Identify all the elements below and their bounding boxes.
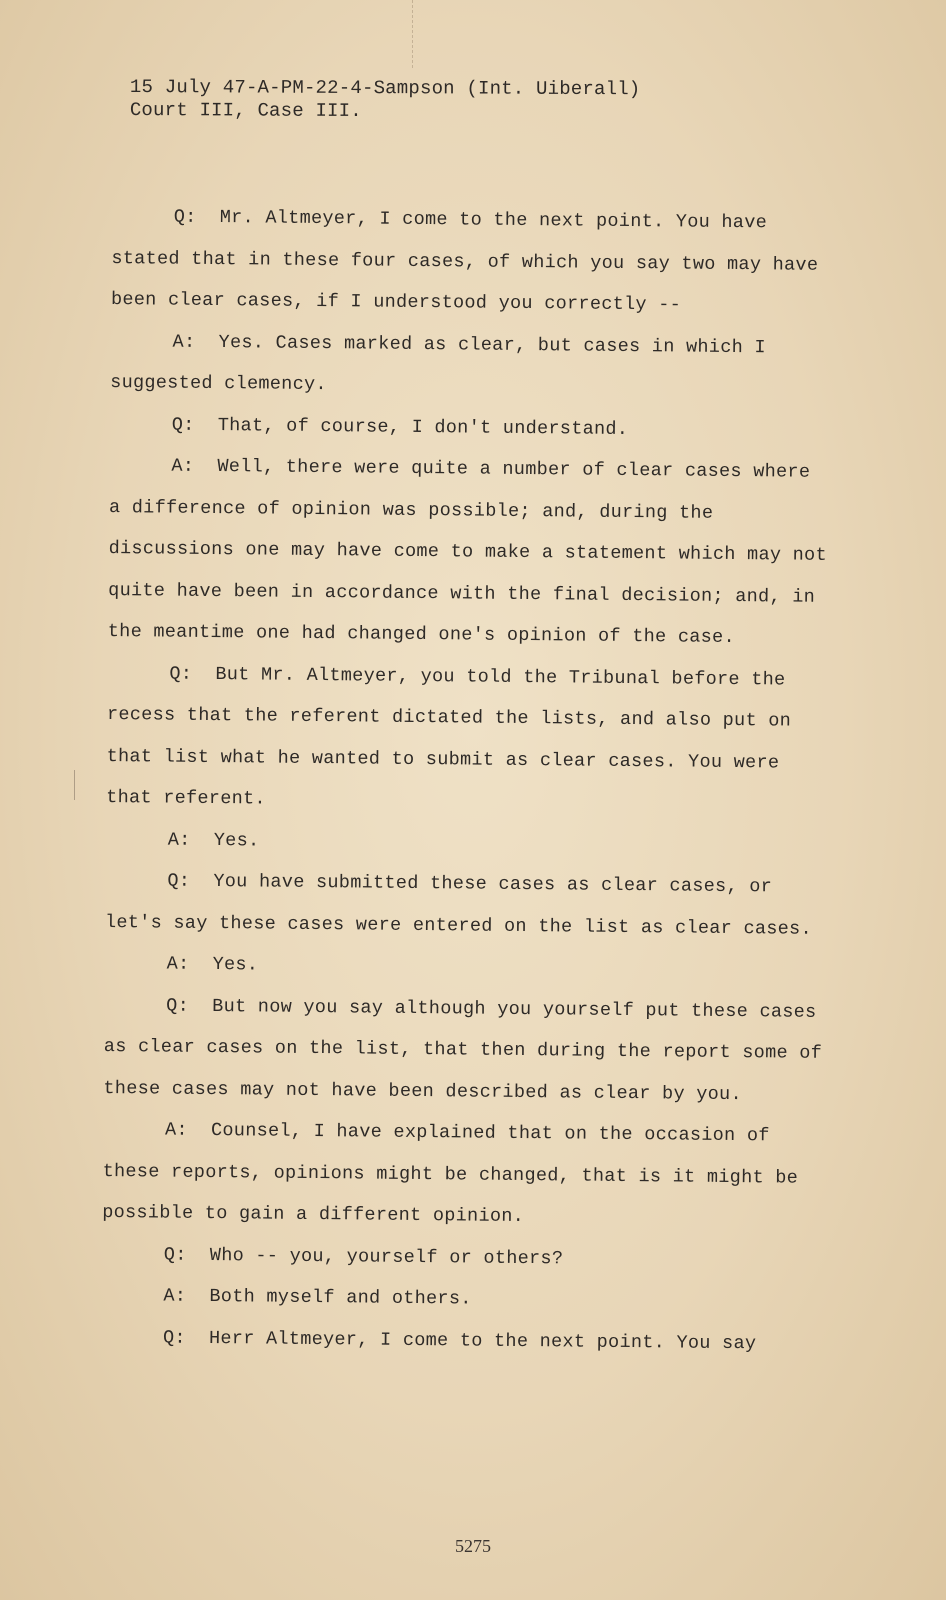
exchange-text: Yes. Cases marked as clear, but cases in which I suggested clemency. — [110, 331, 766, 396]
exchange-text: But now you say although you yourself put these cases as clear cases on the list, that then during the report some of these cases may not have been described as clear by you. — [103, 995, 823, 1105]
fold-mark — [412, 0, 414, 68]
speaker-label: A: — [164, 1119, 188, 1141]
exchange-paragraph — [104, 943, 824, 991]
margin-mark — [74, 770, 75, 800]
exchange-text: Yes. — [212, 954, 259, 976]
exchange-paragraph — [111, 196, 832, 327]
exchange-paragraph — [108, 445, 830, 659]
speaker-label: A: — [163, 1285, 187, 1307]
speaker-label: A: — [167, 829, 191, 851]
exchange-paragraph — [106, 652, 828, 825]
speaker-label: A: — [166, 953, 190, 975]
speaker-label: Q: — [162, 1327, 186, 1349]
exchange-text: Yes. — [213, 829, 260, 851]
transcript-header — [130, 76, 641, 124]
exchange-text: Herr Altmeyer, I come to the next point. You say — [208, 1327, 757, 1354]
speaker-label: Q: — [171, 414, 195, 436]
exchange-text: Mr. Altmeyer, I come to the next point. You have stated that in these four cases, of which you say two may have been clear cases, if I understood you correctly -- — [110, 207, 819, 316]
exchange-text: Who -- you, yourself or others? — [209, 1244, 564, 1269]
exchange-text: But Mr. Altmeyer, you told the Tribunal before the recess that the referent dictated the lists, and also put on that list what he wanted to submit as clear cases. You were that referent. — [106, 663, 792, 810]
speaker-label: Q: — [163, 1244, 187, 1266]
speaker-label: Q: — [173, 206, 197, 228]
exchange-paragraph — [101, 1316, 821, 1364]
exchange-text: Both myself and others. — [209, 1285, 472, 1310]
speaker-label: Q: — [167, 870, 191, 892]
exchange-paragraph — [101, 1275, 821, 1323]
speaker-label: A: — [171, 455, 195, 477]
speaker-label: A: — [172, 331, 196, 353]
exchange-text: Well, there were quite a number of clear cases where a difference of opinion was possible; and, during the discussions one may have come to make a statement which may not quite have been in accordance with the final decision; and, in the meantime one had changed one's opinion of the case. — [107, 456, 828, 648]
exchange-paragraph — [102, 1109, 823, 1240]
exchange-text: Counsel, I have explained that on the occasion of these reports, opinions might be changed, that is it might be possible to gain a different opinion. — [102, 1119, 799, 1228]
speaker-label: Q: — [169, 663, 193, 685]
exchange-paragraph — [102, 1233, 822, 1281]
transcript-body — [101, 196, 832, 1365]
exchange-paragraph — [110, 403, 830, 451]
exchange-paragraph — [106, 818, 826, 866]
exchange-text: You have submitted these cases as clear cases, or let's say these cases were entered on the list as clear cases. — [104, 871, 813, 940]
speaker-label: Q: — [166, 995, 190, 1017]
header-line-1: 15 July 47-A-PM-22-4-Sampson (Int. Uiberall) — [129, 76, 641, 101]
exchange-text: That, of course, I don't understand. — [217, 414, 629, 440]
page-number: 5275 — [455, 1536, 491, 1556]
exchange-paragraph — [105, 860, 826, 950]
header-line-2: Court III, Case III. — [129, 98, 362, 123]
exchange-paragraph — [103, 984, 824, 1115]
exchange-paragraph — [110, 320, 831, 410]
